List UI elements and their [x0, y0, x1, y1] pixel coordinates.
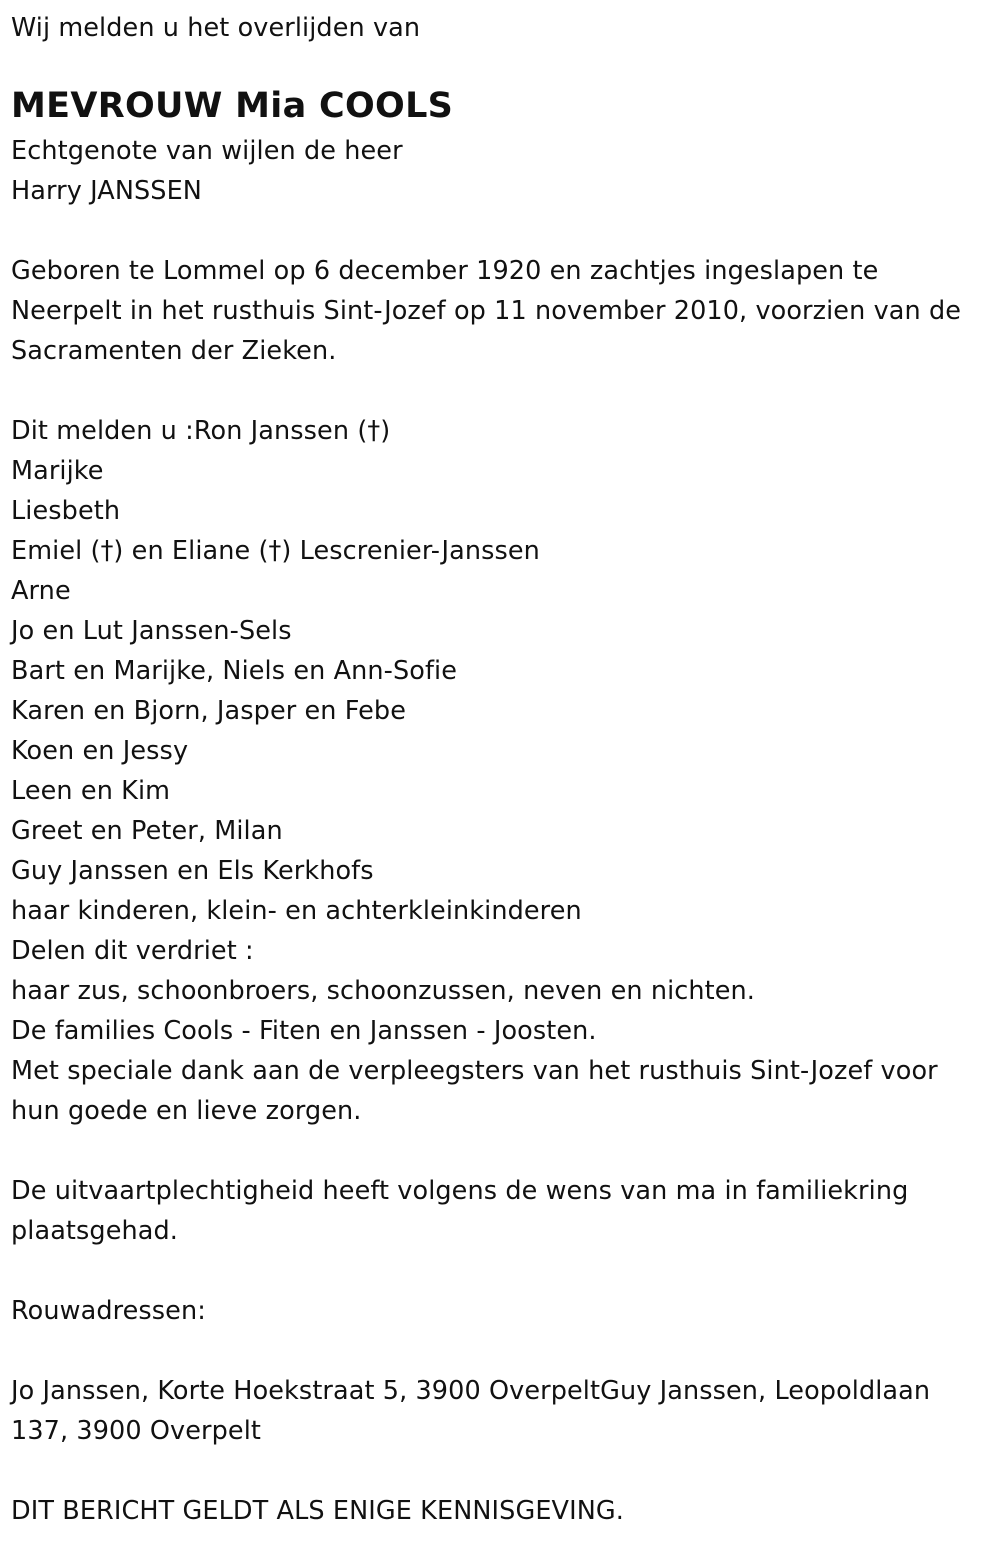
family-line: hun goede en lieve zorgen.	[11, 1096, 362, 1126]
spacer	[11, 211, 1000, 251]
ceremony-line: plaatsgehad.	[11, 1216, 178, 1246]
address-line: Jo Janssen, Korte Hoekstraat 5, 3900 OverpeltGuy Janssen, Leopoldlaan	[11, 1376, 931, 1406]
spacer	[11, 1451, 1000, 1491]
spouse-line: Echtgenote van wijlen de heer	[11, 136, 403, 166]
spacer	[11, 1251, 1000, 1291]
family-line: Greet en Peter, Milan	[11, 816, 283, 846]
family-line: Bart en Marijke, Niels en Ann-Sofie	[11, 656, 457, 686]
family-line: Met speciale dank aan de verpleegsters van het rusthuis Sint-Jozef voor	[11, 1056, 938, 1086]
family-line: Leen en Kim	[11, 776, 171, 806]
family-line: Koen en Jessy	[11, 736, 189, 766]
family-line: haar zus, schoonbroers, schoonzussen, neven en nichten.	[11, 976, 756, 1006]
addresses-heading: Rouwadressen:	[11, 1296, 206, 1326]
family-line: haar kinderen, klein- en achterkleinkinderen	[11, 896, 582, 926]
family-line: Arne	[11, 576, 71, 606]
spouse-name: Harry JANSSEN	[11, 176, 202, 206]
spacer	[11, 1131, 1000, 1171]
spacer	[11, 371, 1000, 411]
family-line: Emiel (†) en Eliane (†) Lescrenier-Janssen	[11, 536, 540, 566]
notice-text: DIT BERICHT GELDT ALS ENIGE KENNISGEVING.	[11, 1496, 624, 1526]
family-line: Guy Janssen en Els Kerkhofs	[11, 856, 374, 886]
family-line: Delen dit verdriet :	[11, 936, 254, 966]
addresses-paragraph	[11, 1371, 1000, 1451]
intro-text: Wij melden u het overlijden van	[11, 13, 421, 43]
family-line: Dit melden u :Ron Janssen (†)	[11, 416, 391, 446]
family-list	[11, 411, 1000, 1131]
deceased-name: MEVROUW Mia COOLS	[11, 86, 454, 126]
birth-line: Geboren te Lommel op 6 december 1920 en zachtjes ingeslapen te	[11, 256, 879, 286]
ceremony-paragraph	[11, 1171, 1000, 1251]
birth-paragraph	[11, 251, 1000, 371]
birth-line: Neerpelt in het rusthuis Sint-Jozef op 11 november 2010, voorzien van de	[11, 296, 962, 326]
spacer	[11, 1331, 1000, 1371]
family-line: Karen en Bjorn, Jasper en Febe	[11, 696, 407, 726]
birth-line: Sacramenten der Zieken.	[11, 336, 337, 366]
family-line: Liesbeth	[11, 496, 121, 526]
family-line: De families Cools - Fiten en Janssen - Joosten.	[11, 1016, 597, 1046]
family-line: Jo en Lut Janssen-Sels	[11, 616, 292, 646]
ceremony-line: De uitvaartplechtigheid heeft volgens de wens van ma in familiekring	[11, 1176, 909, 1206]
address-line: 137, 3900 Overpelt	[11, 1416, 261, 1446]
family-line: Marijke	[11, 456, 104, 486]
